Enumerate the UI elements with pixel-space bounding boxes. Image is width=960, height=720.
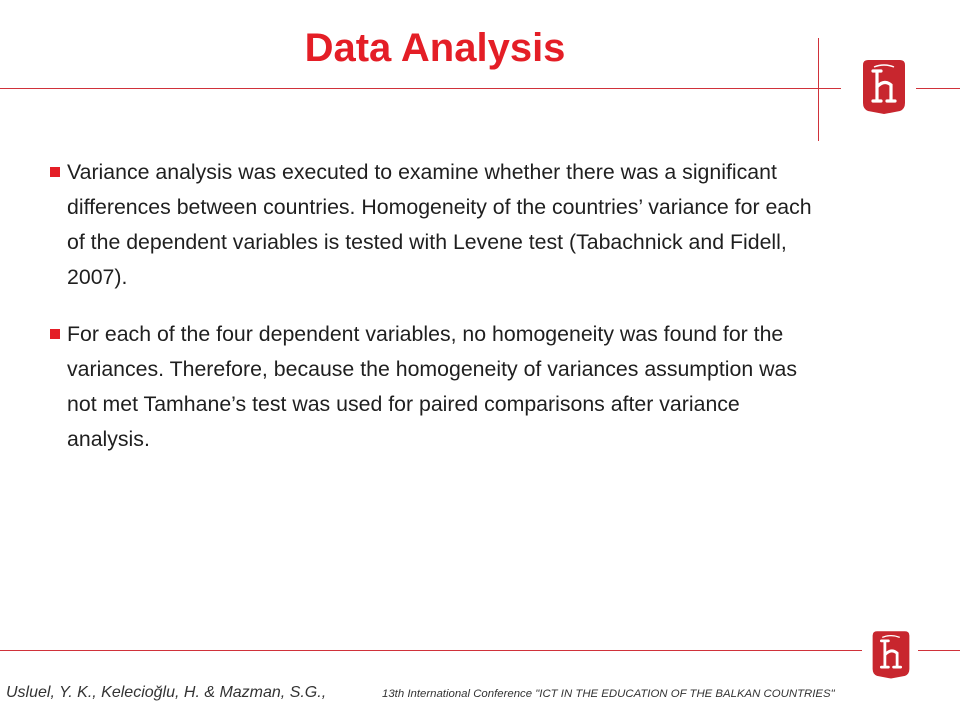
bullet-text: Variance analysis was executed to examine whether there was a significant differences between countries. Homogeneity of the countries’ variance for each of the dependent variables is tested with Levene test (Tabachnick and Fidell, 2007). (67, 160, 812, 289)
bullet-item (48, 317, 828, 457)
bullet-list (48, 155, 828, 479)
footer-conference: 13th International Conference "ICT IN THE EDUCATION OF THE BALKAN COUNTRIES" (382, 688, 835, 700)
footer-rule-right (918, 650, 960, 651)
university-logo-icon (860, 57, 908, 115)
footer-authors: Usluel, Y. K., Kelecioğlu, H. & Mazman, S.G., (6, 684, 327, 701)
vertical-divider (818, 38, 819, 141)
bullet-item (48, 155, 828, 295)
square-bullet-icon (50, 329, 60, 339)
bullet-text: For each of the four dependent variables, no homogeneity was found for the variances. Therefore, because the homogeneity of variances assumption was not met Tamhane’s test was used for paired comparisons after variance analysis. (67, 322, 798, 451)
square-bullet-icon (50, 167, 60, 177)
slide-title: Data Analysis (304, 26, 566, 70)
footer-rule (0, 650, 862, 651)
title-underline (0, 88, 841, 89)
title-underline-right (916, 88, 960, 89)
university-logo-icon (870, 628, 912, 680)
